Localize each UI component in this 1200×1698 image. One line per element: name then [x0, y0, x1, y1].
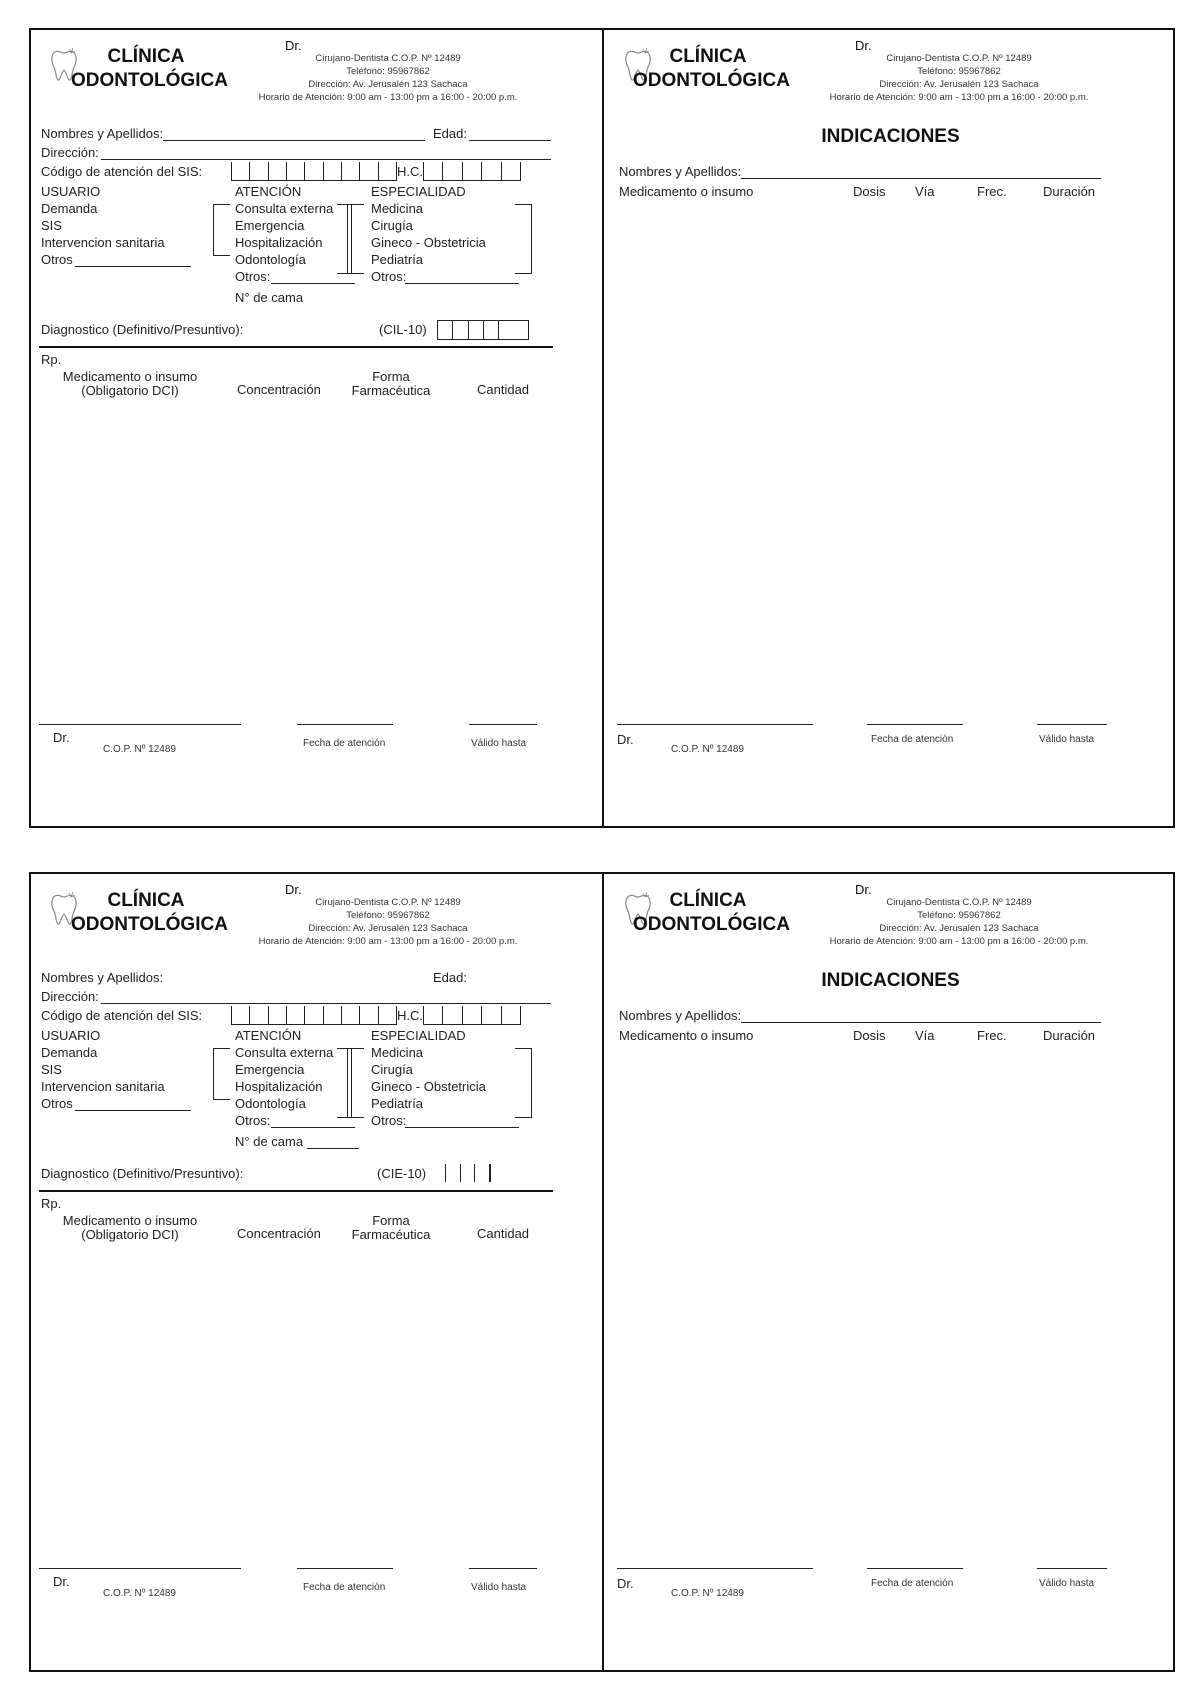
sheet-divider: [602, 30, 604, 826]
header-address: Dirección: Av. Jerusalén 123 Sachaca: [879, 79, 1039, 90]
col-cantidad: Cantidad: [477, 382, 530, 397]
footer-doctor: Dr.: [617, 1576, 634, 1591]
clinic-name-2: ODONTOLÓGICA: [633, 70, 790, 91]
atencion-title: ATENCIÓN: [235, 184, 302, 199]
signature-line: [39, 724, 241, 725]
header-profession: Cirujano-Dentista C.O.P. Nº 12489: [315, 53, 461, 64]
especialidad-item: Pediatría: [371, 1096, 424, 1111]
footer-cop: C.O.P. Nº 12489: [103, 744, 176, 755]
usuario-item: Demanda: [41, 201, 98, 216]
col-concentracion: Concentración: [237, 382, 321, 397]
especialidad-item: Medicina: [371, 201, 424, 216]
col-cantidad: Cantidad: [477, 1226, 530, 1241]
indications-title: INDICACIONES: [821, 970, 960, 991]
usuario-item: SIS: [41, 218, 62, 233]
clinic-name: CLÍNICA: [107, 890, 185, 911]
header-doctor: Dr.: [285, 38, 302, 53]
sis-code-label: Código de atención del SIS:: [41, 1008, 203, 1023]
atencion-item: Consulta externa: [235, 201, 334, 216]
name-field[interactable]: [741, 178, 1101, 179]
atencion-title: ATENCIÓN: [235, 1028, 302, 1043]
footer-date-label: Fecha de atención: [871, 734, 954, 745]
header-hours: Horario de Atención: 9:00 am - 13:00 pm a 16:00 - 20:00 p.m.: [829, 936, 1089, 947]
address-label: Dirección:: [41, 145, 99, 160]
footer-doctor: Dr.: [617, 732, 634, 747]
footer-valid-label: Válido hasta: [471, 738, 527, 749]
bed-number-label: N° de cama: [235, 290, 304, 305]
especialidad-checkbox-col-right: [515, 1048, 532, 1118]
col-via: Vía: [915, 184, 935, 199]
indications-panel: [605, 874, 1176, 1669]
clinic-name: CLÍNICA: [669, 46, 747, 67]
diagnosis-label: Diagnostico (Definitivo/Presuntivo):: [41, 322, 244, 337]
usuario-other-field[interactable]: [75, 1110, 191, 1111]
name-field[interactable]: [741, 1022, 1101, 1023]
hc-label: H.C.: [397, 164, 423, 179]
especialidad-other-field[interactable]: [405, 1127, 519, 1128]
address-label: Dirección:: [41, 989, 99, 1004]
col-medicamento: Medicamento o insumo (Obligatorio DCI): [62, 1213, 198, 1242]
col-forma: Forma Farmacéutica: [351, 369, 431, 398]
valid-line[interactable]: [469, 724, 537, 725]
especialidad-item: Cirugía: [371, 1062, 413, 1077]
section-separator: [39, 1190, 553, 1192]
bed-number-label: N° de cama: [235, 1134, 304, 1149]
footer-doctor: Dr.: [53, 730, 70, 745]
footer-valid-label: Válido hasta: [1039, 1578, 1095, 1589]
hc-label: H.C.: [397, 1008, 423, 1023]
footer-valid-label: Válido hasta: [1039, 734, 1095, 745]
col-frec: Frec.: [977, 184, 1007, 199]
sheet-divider: [602, 874, 604, 1670]
especialidad-checkbox-col: [347, 1048, 364, 1118]
footer-date-label: Fecha de atención: [303, 1582, 386, 1593]
col-frec: Frec.: [977, 1028, 1007, 1043]
usuario-item: Intervencion sanitaria: [41, 235, 165, 250]
atencion-item: Emergencia: [235, 218, 305, 233]
especialidad-item: Otros:: [371, 269, 407, 284]
col-medicamento: Medicamento o insumo (Obligatorio DCI): [62, 369, 198, 398]
valid-line[interactable]: [469, 1568, 537, 1569]
footer-doctor: Dr.: [53, 1574, 70, 1589]
especialidad-title: ESPECIALIDAD: [371, 1028, 466, 1043]
col-medicamento: Medicamento o insumo: [619, 1028, 754, 1043]
rp-label: Rp.: [41, 1196, 62, 1211]
signature-line: [39, 1568, 241, 1569]
atencion-item: Consulta externa: [235, 1045, 334, 1060]
section-separator: [39, 346, 553, 348]
usuario-checkbox[interactable]: [213, 1048, 230, 1100]
footer-cop: C.O.P. Nº 12489: [671, 1588, 744, 1599]
especialidad-checkbox-col-right: [515, 204, 532, 274]
especialidad-item: Otros:: [371, 1113, 407, 1128]
footer-date-label: Fecha de atención: [303, 738, 386, 749]
usuario-title: USUARIO: [41, 1028, 101, 1043]
especialidad-item: Cirugía: [371, 218, 413, 233]
col-via: Vía: [915, 1028, 935, 1043]
date-line[interactable]: [867, 1568, 963, 1569]
header-phone: Teléfono: 95967862: [917, 66, 1001, 77]
usuario-item: Otros: [41, 1096, 73, 1111]
signature-line: [617, 724, 813, 725]
clinic-name: CLÍNICA: [669, 890, 747, 911]
usuario-title: USUARIO: [41, 184, 101, 199]
prescription-sheet-top: [29, 28, 1175, 828]
name-label: Nombres y Apellidos:: [41, 126, 164, 141]
especialidad-item: Gineco - Obstetricia: [371, 235, 486, 250]
address-field[interactable]: [101, 1003, 551, 1004]
col-dosis: Dosis: [853, 1028, 886, 1043]
atencion-item: Hospitalización: [235, 235, 323, 250]
clinic-name-2: ODONTOLÓGICA: [633, 914, 790, 935]
atencion-other-field[interactable]: [271, 283, 355, 284]
col-forma: Forma Farmacéutica: [351, 1213, 431, 1242]
clinic-name-2: ODONTOLÓGICA: [71, 914, 228, 935]
especialidad-item: Gineco - Obstetricia: [371, 1079, 486, 1094]
col-dosis: Dosis: [853, 184, 886, 199]
especialidad-item: Medicina: [371, 1045, 424, 1060]
prescription-sheet-bottom: [29, 872, 1175, 1672]
col-concentracion: Concentración: [237, 1226, 321, 1241]
atencion-item: Hospitalización: [235, 1079, 323, 1094]
atencion-item: Odontología: [235, 252, 306, 267]
atencion-item: Odontología: [235, 1096, 306, 1111]
header-phone: Teléfono: 95967862: [346, 910, 430, 921]
header-address: Dirección: Av. Jerusalén 123 Sachaca: [879, 923, 1039, 934]
age-field[interactable]: [469, 140, 551, 141]
atencion-item: Otros:: [235, 1113, 271, 1128]
indications-title: INDICACIONES: [821, 126, 960, 147]
header-profession: Cirujano-Dentista C.O.P. Nº 12489: [315, 897, 461, 908]
especialidad-other-field[interactable]: [405, 283, 519, 284]
footer-valid-label: Válido hasta: [471, 1582, 527, 1593]
sis-code-label: Código de atención del SIS:: [41, 164, 203, 179]
recipe-panel: [31, 874, 602, 1669]
name-label: Nombres y Apellidos:: [41, 970, 164, 985]
clinic-name-2: ODONTOLÓGICA: [71, 70, 228, 91]
atencion-other-field[interactable]: [271, 1127, 355, 1128]
cie-boxes[interactable]: [431, 1164, 491, 1182]
col-medicamento: Medicamento o insumo: [619, 184, 754, 199]
clinic-name: CLÍNICA: [107, 46, 185, 67]
cie-boxes[interactable]: [437, 320, 529, 340]
header-hours: Horario de Atención: 9:00 am - 13:00 pm a 16:00 - 20:00 p.m.: [258, 92, 518, 103]
name-field[interactable]: [163, 140, 425, 141]
col-duracion: Duración: [1043, 184, 1096, 199]
header-address: Dirección: Av. Jerusalén 123 Sachaca: [308, 923, 468, 934]
footer-cop: C.O.P. Nº 12489: [671, 744, 744, 755]
name-label: Nombres y Apellidos:: [619, 164, 742, 179]
especialidad-checkbox-col: [347, 204, 364, 274]
usuario-item: SIS: [41, 1062, 62, 1077]
atencion-item: Otros:: [235, 269, 271, 284]
age-label: Edad:: [433, 970, 467, 985]
valid-line[interactable]: [1037, 1568, 1107, 1569]
atencion-item: Emergencia: [235, 1062, 305, 1077]
date-line[interactable]: [867, 724, 963, 725]
especialidad-item: Pediatría: [371, 252, 424, 267]
header-doctor: Dr.: [855, 882, 872, 897]
usuario-item: Demanda: [41, 1045, 98, 1060]
header-hours: Horario de Atención: 9:00 am - 13:00 pm a 16:00 - 20:00 p.m.: [829, 92, 1089, 103]
footer-date-label: Fecha de atención: [871, 1578, 954, 1589]
header-doctor: Dr.: [285, 882, 302, 897]
hc-boxes[interactable]: [423, 162, 521, 181]
cie-label: (CIE-10): [377, 1166, 427, 1181]
valid-line[interactable]: [1037, 724, 1107, 725]
age-label: Edad:: [433, 126, 467, 141]
date-line[interactable]: [297, 1568, 393, 1569]
usuario-checkbox[interactable]: [213, 204, 230, 256]
header-doctor: Dr.: [855, 38, 872, 53]
address-field[interactable]: [101, 159, 551, 160]
usuario-item: Intervencion sanitaria: [41, 1079, 165, 1094]
footer-cop: C.O.P. Nº 12489: [103, 1588, 176, 1599]
signature-line: [617, 1568, 813, 1569]
header-phone: Teléfono: 95967862: [346, 66, 430, 77]
rp-label: Rp.: [41, 352, 62, 367]
usuario-item: Otros: [41, 252, 73, 267]
cie-label: (CIL-10): [379, 322, 427, 337]
header-address: Dirección: Av. Jerusalén 123 Sachaca: [308, 79, 468, 90]
hc-boxes[interactable]: [423, 1006, 521, 1025]
header-hours: Horario de Atención: 9:00 am - 13:00 pm a 16:00 - 20:00 p.m.: [258, 936, 518, 947]
bed-number-field[interactable]: [307, 1148, 359, 1149]
name-label: Nombres y Apellidos:: [619, 1008, 742, 1023]
date-line[interactable]: [297, 724, 393, 725]
sis-code-boxes[interactable]: [231, 1006, 397, 1025]
indications-panel: [605, 30, 1176, 825]
header-profession: Cirujano-Dentista C.O.P. Nº 12489: [886, 53, 1032, 64]
col-duracion: Duración: [1043, 1028, 1096, 1043]
especialidad-title: ESPECIALIDAD: [371, 184, 466, 199]
header-phone: Teléfono: 95967862: [917, 910, 1001, 921]
sis-code-boxes[interactable]: [231, 162, 397, 181]
recipe-panel: [31, 30, 602, 825]
header-profession: Cirujano-Dentista C.O.P. Nº 12489: [886, 897, 1032, 908]
diagnosis-label: Diagnostico (Definitivo/Presuntivo):: [41, 1166, 244, 1181]
usuario-other-field[interactable]: [75, 266, 191, 267]
